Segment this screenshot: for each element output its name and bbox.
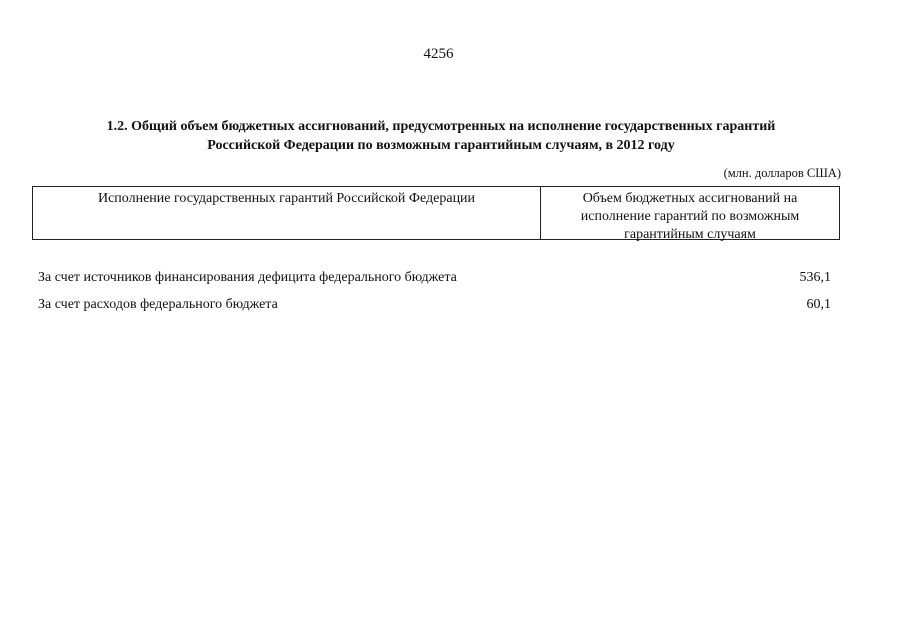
column-header-allocations (541, 187, 839, 242)
row-label: За счет расходов федерального бюджета (38, 297, 278, 312)
row-value: 536,1 (799, 270, 831, 285)
row-label: За счет источников финансирования дефицита федерального бюджета (38, 270, 457, 285)
table-header (32, 186, 840, 240)
page-number: 4256 (423, 46, 454, 62)
title-line-1: 1.2. Общий объем бюджетных ассигнований, предусмотренных на исполнение государственных гарантий (106, 119, 776, 134)
document-title (40, 117, 842, 155)
table-row (38, 294, 831, 321)
row-value: 60,1 (806, 297, 831, 312)
title-line-2: Российской Федерации по возможным гарантийным случаям, в 2012 году (207, 138, 675, 153)
units-note: (млн. долларов США) (723, 166, 841, 180)
column-header-guarantees: Исполнение государственных гарантий Российской Федерации (33, 187, 541, 239)
table-row (38, 267, 831, 294)
column-header-allocations-text: Объем бюджетных ассигнований на исполнение гарантий по возможным гарантийным случаям (580, 191, 800, 242)
table-body (38, 267, 831, 321)
